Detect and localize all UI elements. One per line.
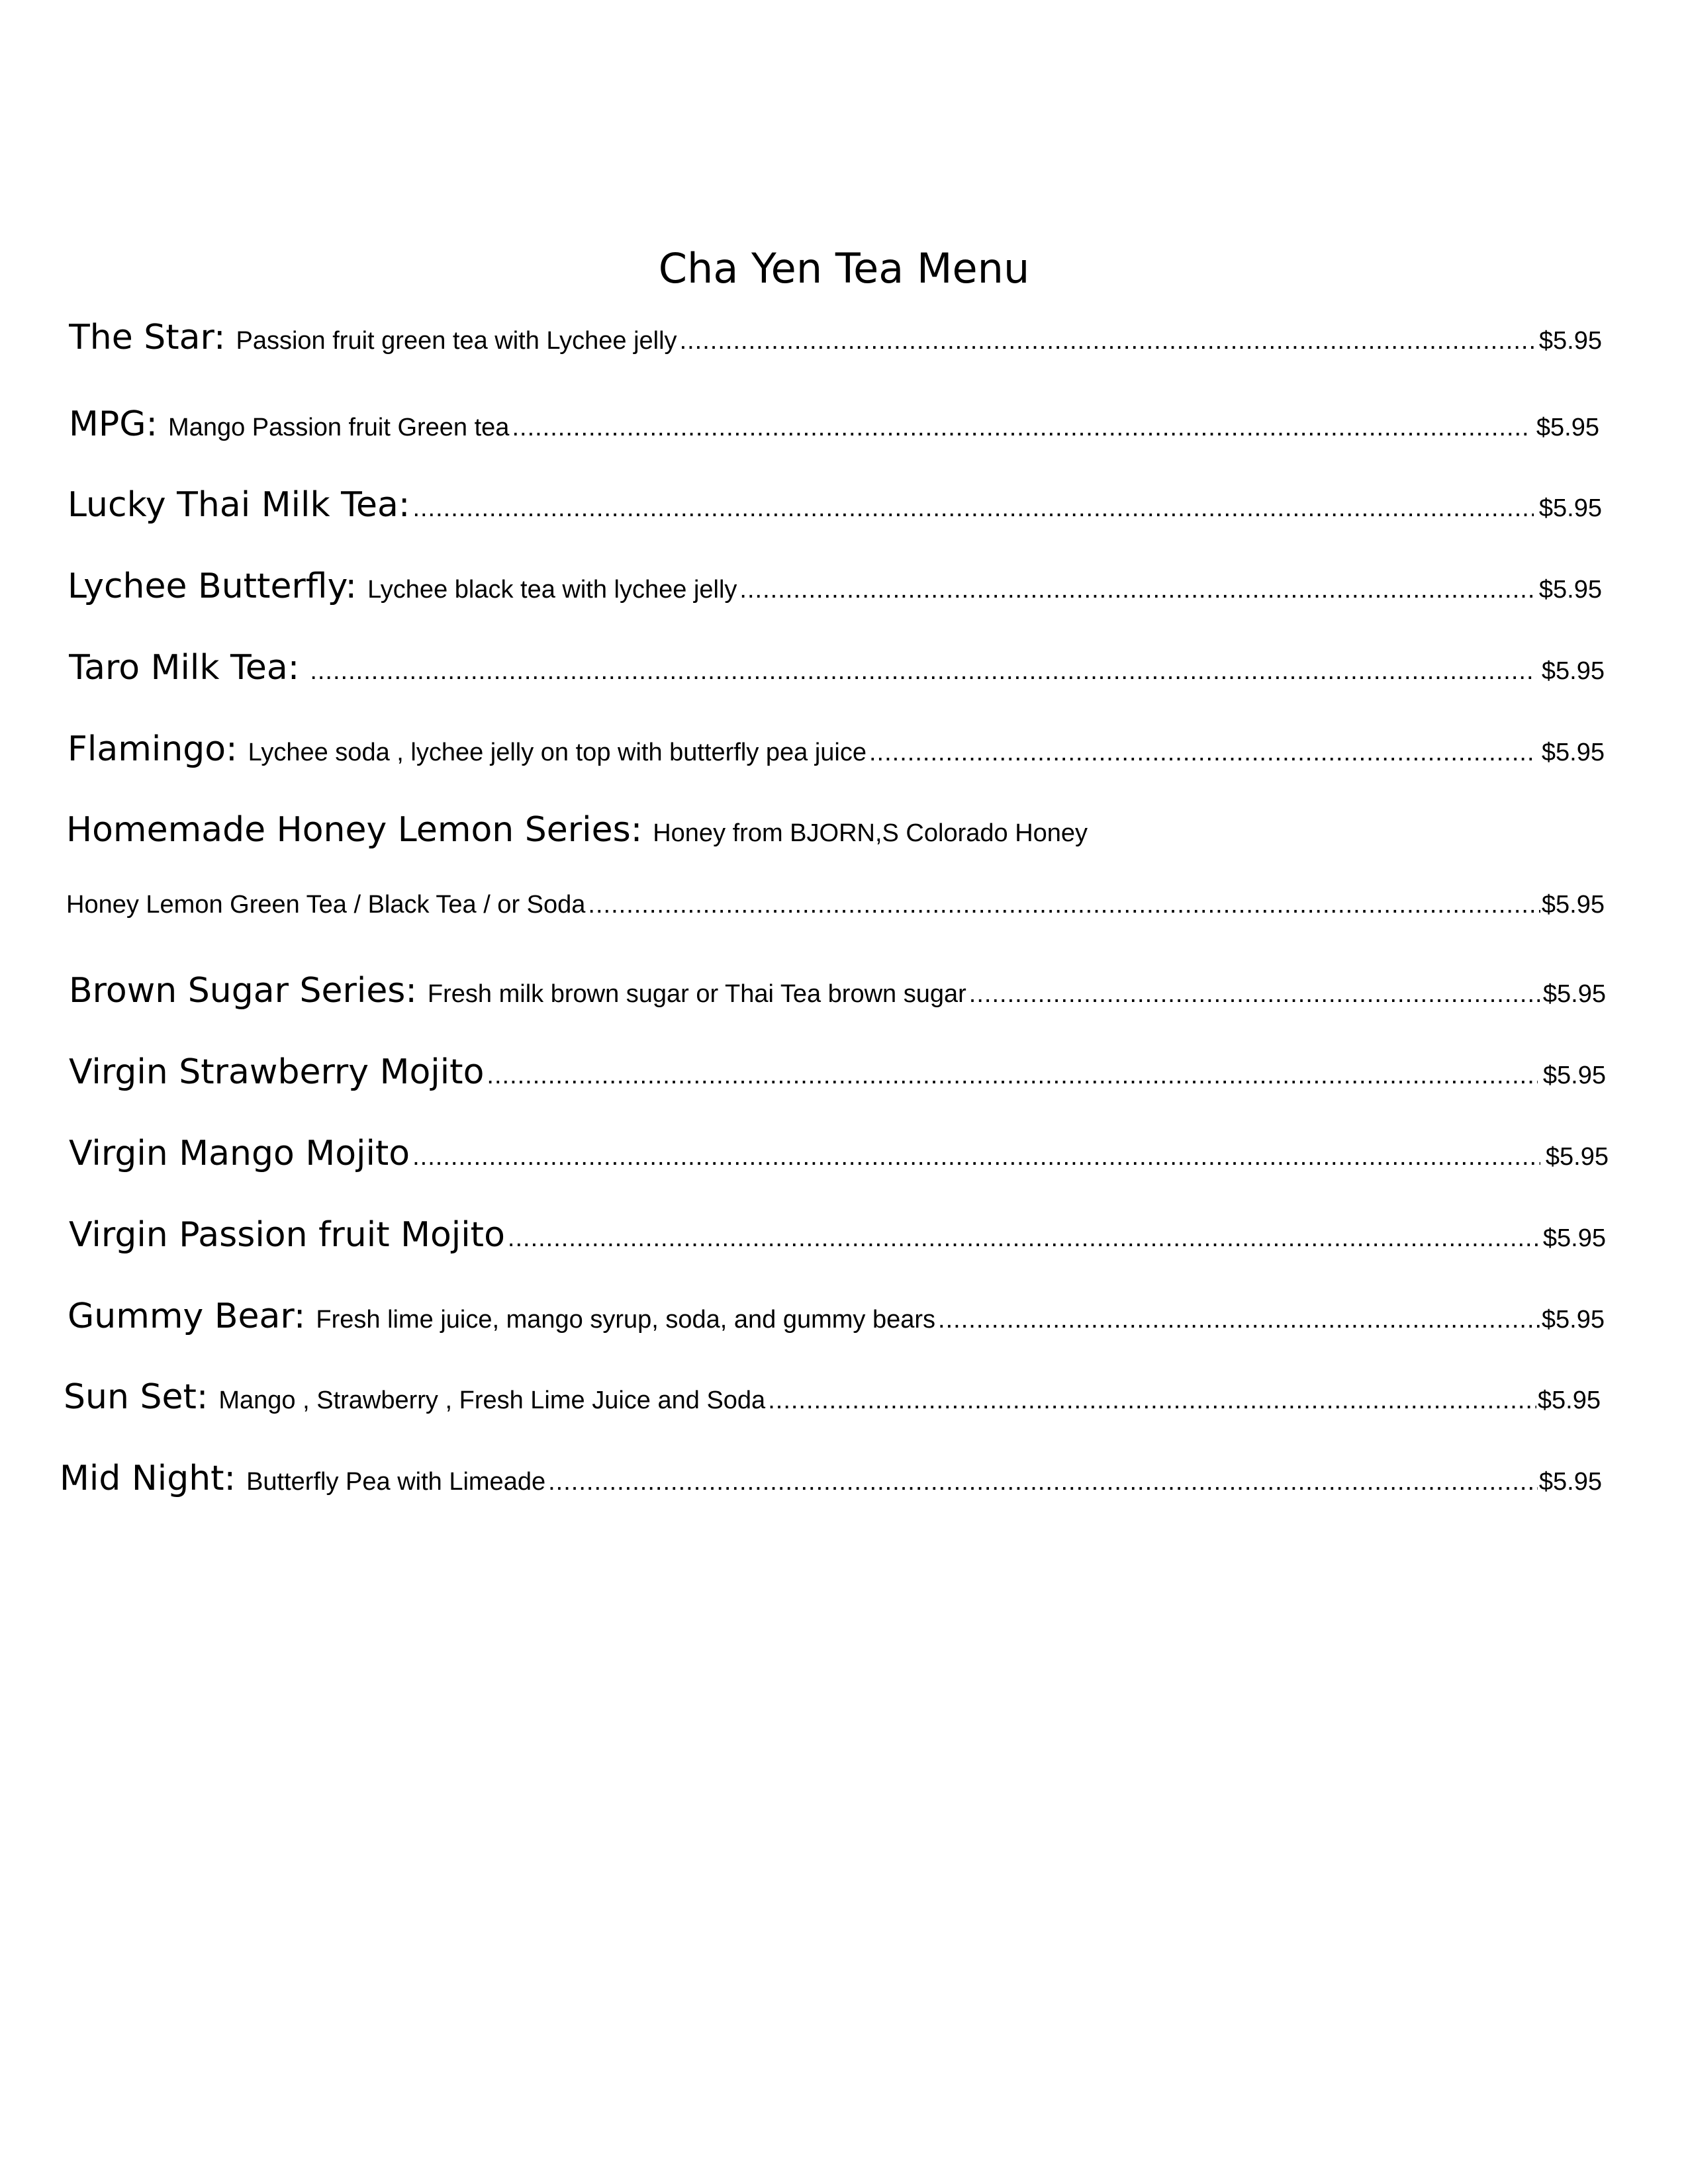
menu-item-the-star — [69, 318, 1602, 377]
item-price: $5.95 — [1542, 1062, 1606, 1089]
menu-item-taro-milk-tea — [69, 648, 1605, 707]
item-description: Lychee soda , lychee jelly on top with butterfly pea juice — [248, 739, 867, 766]
menu-item-virgin-passion-fruit-mojito — [69, 1215, 1606, 1275]
item-description: Honey Lemon Green Tea / Black Tea / or Soda — [66, 891, 586, 919]
dot-leader — [680, 327, 1534, 355]
item-name: Brown Sugar Series: — [69, 971, 417, 1011]
item-price: $5.95 — [1541, 891, 1605, 919]
item-price: $5.95 — [1542, 1224, 1606, 1252]
menu-item-lucky-thai-milk-tea — [68, 485, 1602, 545]
item-name: Flamingo: — [68, 729, 238, 769]
item-price: $5.95 — [1541, 739, 1605, 766]
item-name: Homemade Honey Lemon Series: — [66, 810, 643, 850]
item-price: $5.95 — [1541, 1306, 1605, 1334]
item-name: The Star: — [69, 318, 226, 357]
menu-item-flamingo — [68, 729, 1605, 789]
item-description: Mango , Strawberry , Fresh Lime Juice and Soda — [218, 1387, 766, 1414]
dot-leader — [487, 1062, 1538, 1090]
menu-title: Cha Yen Tea Menu — [658, 244, 1030, 293]
menu-item-honey-lemon-drinks — [66, 891, 1605, 950]
dot-leader — [508, 1224, 1538, 1253]
menu-item-sun-set — [64, 1377, 1601, 1437]
dot-leader — [412, 494, 1533, 523]
item-price: $5.95 — [1538, 494, 1602, 522]
item-price: $5.95 — [1536, 414, 1599, 441]
item-price: $5.95 — [1541, 657, 1605, 685]
item-name: Lucky Thai Milk Tea: — [68, 485, 410, 525]
item-name: MPG: — [69, 404, 158, 444]
dot-leader — [739, 576, 1533, 604]
item-price: $5.95 — [1538, 1468, 1602, 1496]
item-name: Virgin Strawberry Mojito — [69, 1052, 485, 1092]
dot-leader — [588, 891, 1540, 919]
dot-leader — [938, 1306, 1540, 1334]
item-description: Fresh milk brown sugar or Thai Tea brown sugar — [427, 980, 966, 1008]
item-name: Taro Milk Tea: — [69, 648, 300, 688]
menu-item-brown-sugar-series — [69, 971, 1606, 1030]
item-price: $5.95 — [1545, 1143, 1609, 1171]
item-description: Passion fruit green tea with Lychee jelly — [236, 327, 677, 355]
item-description: Honey from BJORN,S Colorado Honey — [653, 819, 1088, 847]
item-price: $5.95 — [1542, 980, 1606, 1008]
menu-item-virgin-mango-mojito — [69, 1134, 1609, 1193]
dot-leader — [768, 1387, 1536, 1415]
item-name: Mid Night: — [60, 1459, 236, 1498]
dot-leader — [412, 1143, 1540, 1171]
dot-leader — [969, 980, 1542, 1009]
menu-item-honey-lemon-series — [66, 810, 1589, 870]
dot-leader — [869, 739, 1536, 767]
item-description: Butterfly Pea with Limeade — [246, 1468, 546, 1496]
menu-item-virgin-strawberry-mojito — [69, 1052, 1606, 1112]
item-description: Mango Passion fruit Green tea — [168, 414, 510, 441]
menu-item-mid-night — [60, 1459, 1602, 1518]
item-name: Sun Set: — [64, 1377, 209, 1417]
item-name: Gummy Bear: — [68, 1297, 306, 1336]
item-price: $5.95 — [1538, 327, 1602, 355]
dot-leader — [548, 1468, 1538, 1496]
item-name: Virgin Mango Mojito — [69, 1134, 410, 1173]
menu-item-mpg — [69, 404, 1599, 464]
item-name: Virgin Passion fruit Mojito — [69, 1215, 505, 1255]
item-price: $5.95 — [1537, 1387, 1601, 1414]
item-description: Lychee black tea with lychee jelly — [367, 576, 737, 604]
menu-item-lychee-butterfly — [68, 567, 1602, 626]
item-price: $5.95 — [1538, 576, 1602, 604]
dot-leader — [512, 414, 1530, 442]
dot-leader — [310, 657, 1536, 686]
item-name: Lychee Butterfly: — [68, 567, 357, 606]
menu-item-gummy-bear — [68, 1297, 1605, 1356]
item-description: Fresh lime juice, mango syrup, soda, and gummy bears — [316, 1306, 936, 1334]
